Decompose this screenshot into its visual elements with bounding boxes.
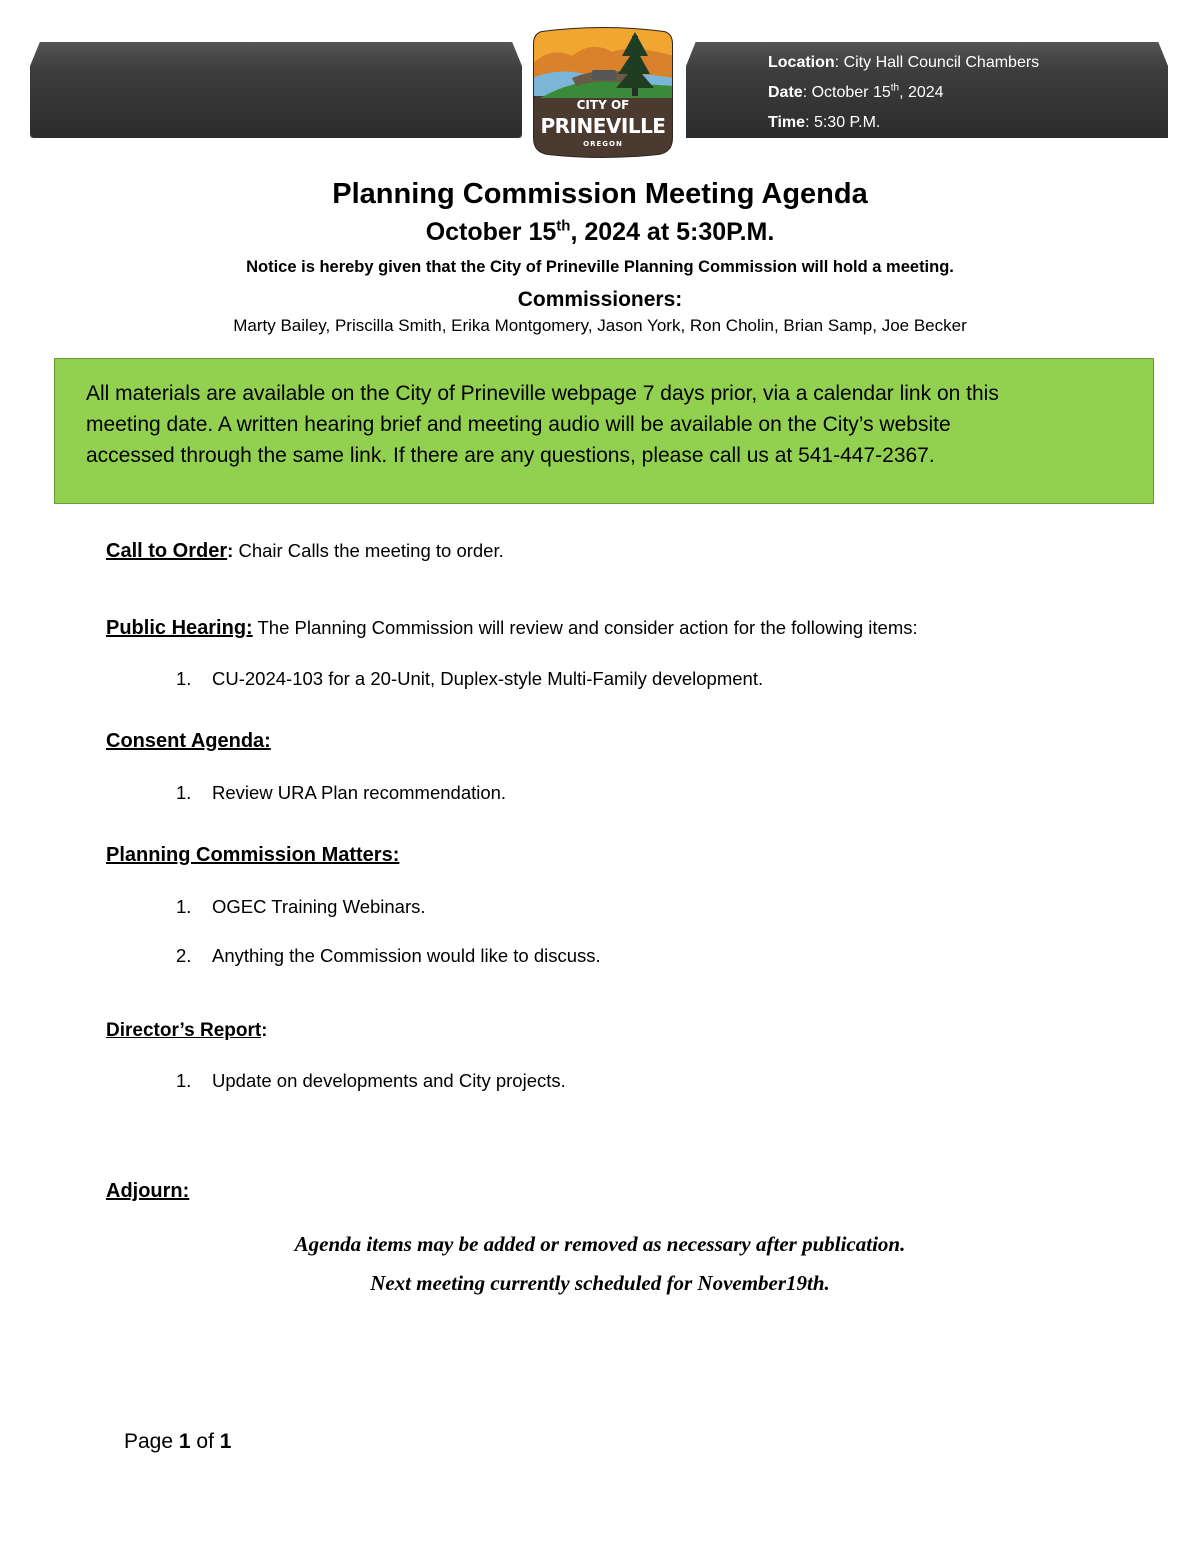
page-title: Planning Commission Meeting Agenda [332, 178, 868, 210]
logo-state: OREGON [583, 140, 623, 148]
list-item: 1. Review URA Plan recommendation. [176, 782, 507, 803]
list-item: 1. OGEC Training Webinars. [176, 896, 426, 917]
section-pc-matters [106, 844, 399, 867]
meeting-notice: Notice is hereby given that the City of Prineville Planning Commission will hold a meeting. [246, 258, 954, 276]
meeting-info [768, 48, 1039, 138]
directors-report-heading: Director’s Report [106, 1020, 262, 1041]
location-line: Location: City Hall Council Chambers [768, 54, 1040, 71]
logo-city-name: PRINEVILLE [540, 114, 666, 138]
date-line: Date: October 15th, 2024 [768, 82, 944, 101]
header-bar-left [30, 42, 522, 138]
call-to-order-text: Chair Calls the meeting to order. [233, 540, 504, 561]
logo-city-of: CITY OF [576, 98, 630, 112]
city-logo [532, 26, 674, 158]
section-adjourn [106, 1180, 189, 1203]
meeting-date-time: October 15th, 2024 at 5:30P.M. [425, 217, 775, 246]
public-hearing-heading: Public Hearing: [106, 617, 253, 639]
public-hearing-text: The Planning Commission will review and consider action for the following items: [252, 617, 918, 638]
info-line-3: accessed through the same link. If there are any questions, please call us at 541-447-2367. [86, 444, 935, 467]
section-consent-agenda [106, 730, 271, 753]
list-item: 1. CU-2024-103 for a 20-Unit, Duplex-style Multi-Family development. [176, 668, 764, 689]
closing-note-2: Next meeting currently scheduled for November19th. [370, 1271, 830, 1295]
commissioners-heading: Commissioners: [517, 288, 683, 311]
materials-info-box [54, 358, 1154, 504]
section-call-to-order: Call to Order: Chair Calls the meeting to order. [106, 540, 504, 562]
time-line: Time: 5:30 P.M. [768, 114, 881, 131]
call-to-order-heading: Call to Order [106, 540, 228, 562]
city-logo-icon [532, 26, 674, 158]
section-public-hearing [106, 617, 918, 640]
adjourn-heading: Adjourn: [106, 1180, 190, 1202]
consent-agenda-heading: Consent Agenda: [106, 730, 271, 752]
page-number: Page 1 of 1 [124, 1430, 232, 1453]
info-line-2: meeting date. A written hearing brief and meeting audio will be available on the City’s website [86, 413, 951, 436]
pc-matters-heading: Planning Commission Matters: [106, 844, 400, 866]
list-item: 1. Update on developments and City projects. [176, 1070, 566, 1091]
list-item: 2. Anything the Commission would like to discuss. [176, 945, 601, 966]
closing-note-1: Agenda items may be added or removed as necessary after publication. [294, 1232, 906, 1256]
section-directors-report: Director’s Report: [106, 1019, 268, 1041]
commissioners-list: Marty Bailey, Priscilla Smith, Erika Montgomery, Jason York, Ron Cholin, Brian Samp, Joe Becker [233, 316, 967, 335]
info-line-1: All materials are available on the City of Prineville webpage 7 days prior, via a calendar link on this [86, 382, 999, 405]
